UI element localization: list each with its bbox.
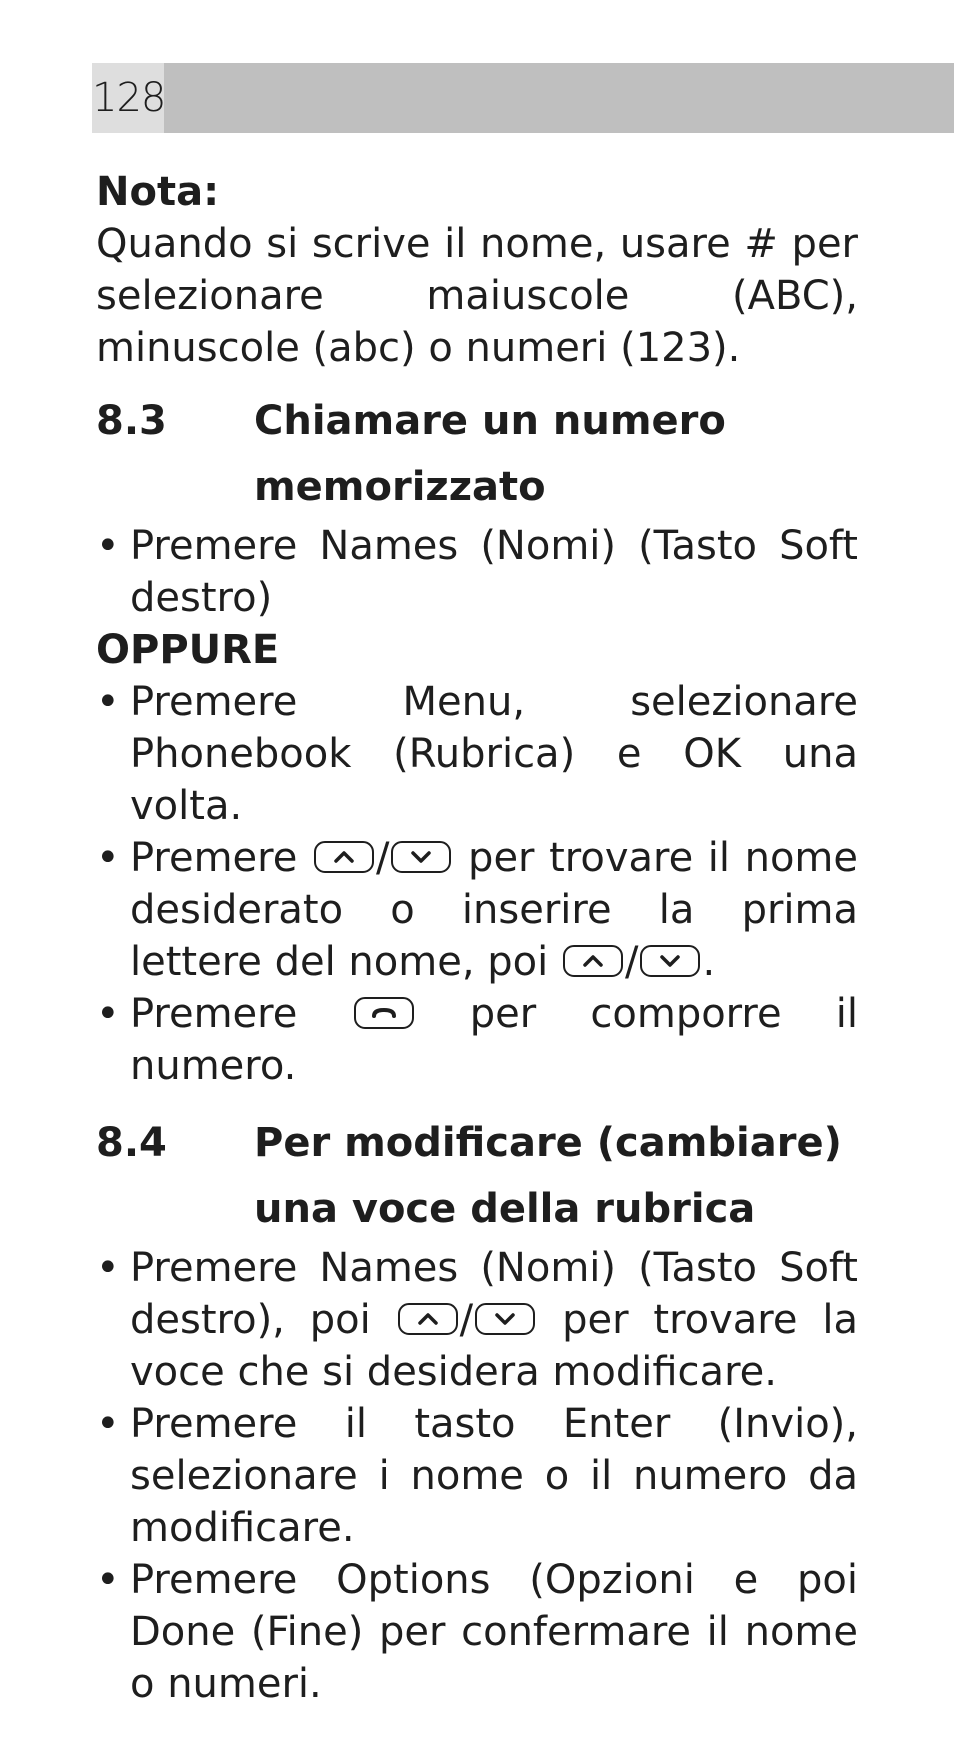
list-item (96, 988, 858, 1092)
section-title (254, 388, 858, 520)
section-8-4-list (96, 1242, 858, 1710)
bullet-text: Premere Options (Opzioni e poi Done (Fine) per confermare il nome o numeri. (130, 1557, 858, 1707)
section-8-3-list-b (96, 676, 858, 1092)
arrow-down-key-icon (391, 841, 451, 873)
section-8-4-heading (96, 1110, 858, 1242)
section-number: 8.3 (96, 398, 167, 444)
bullet-text-b: per trovare il nome desiderato o inserire la prima lettere del nome, poi (130, 835, 859, 985)
or-label: OPPURE (96, 627, 280, 673)
bullet-icon: • (96, 1245, 120, 1291)
arrow-up-key-icon (314, 841, 374, 873)
list-item (96, 676, 858, 832)
section-title-line2: una voce della rubrica (254, 1186, 756, 1232)
bullet-icon: • (96, 679, 120, 725)
section-8-3-list-a (96, 520, 858, 624)
note-title: Nota: (96, 169, 220, 215)
bullet-text-b: per comporre il numero. (130, 991, 859, 1089)
bullet-text: Premere Names (Nomi) (Tasto Soft destro) (130, 523, 858, 621)
header-bar (92, 63, 954, 133)
arrow-up-key-icon (398, 1303, 458, 1335)
section-8-3-heading (96, 388, 858, 520)
call-key-icon (354, 997, 414, 1029)
bullet-text-a: Premere (130, 835, 298, 881)
slash: / (624, 939, 639, 985)
list-item (96, 1398, 858, 1554)
arrow-down-key-icon (475, 1303, 535, 1335)
section-title (254, 1110, 858, 1242)
arrow-down-key-icon (640, 945, 700, 977)
list-item (96, 1554, 858, 1710)
section-title-line1: Chiamare un numero (254, 398, 726, 444)
bullet-icon: • (96, 835, 120, 881)
slash: / (375, 835, 390, 881)
section-title-line2: memorizzato (254, 464, 546, 510)
bullet-text: Premere il tasto Enter (Invio), selezionare i nome o il numero da modificare. (130, 1401, 858, 1551)
bullet-text-c: . (702, 939, 716, 985)
bullet-icon: • (96, 523, 120, 569)
bullet-icon: • (96, 1557, 120, 1603)
bullet-text-a: Premere Names (Nomi) (Tasto Soft destro), poi (130, 1245, 858, 1343)
list-item (96, 520, 858, 624)
slash: / (459, 1297, 474, 1343)
bullet-icon: • (96, 1401, 120, 1447)
section-title-line1: Per modificare (cambiare) (254, 1120, 842, 1166)
bullet-text: Premere Menu, selezionare Phonebook (Rubrica) e OK una volta. (130, 679, 858, 829)
note-text: Quando si scrive il nome, usare # per selezionare maiuscole (ABC), minuscole (abc) o numeri (123). (96, 221, 858, 371)
section-number: 8.4 (96, 1120, 167, 1166)
arrow-up-key-icon (563, 945, 623, 977)
page-number: 128 (92, 63, 164, 133)
list-item (96, 832, 858, 988)
list-item (96, 1242, 858, 1398)
bullet-text-b: per trovare la voce che si desidera modificare. (130, 1297, 859, 1395)
page-content (96, 160, 858, 1710)
bullet-icon: • (96, 991, 120, 1037)
bullet-text-a: Premere (130, 991, 298, 1037)
